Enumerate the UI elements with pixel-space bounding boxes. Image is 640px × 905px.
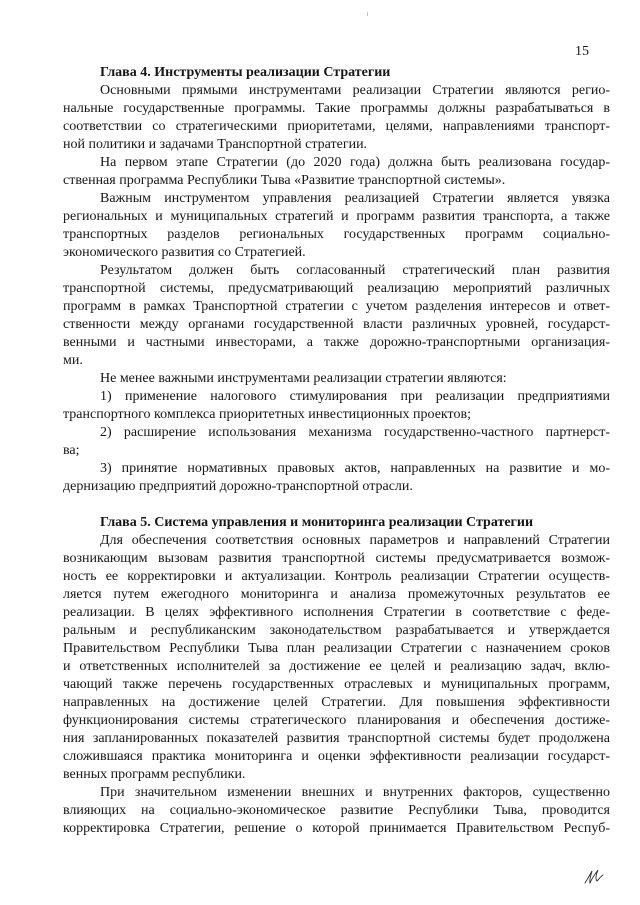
text-line: ляется путем ежегодного мониторинга и анализа промежуточных результатов ее: [63, 587, 610, 602]
text-line: реализации. В целях эффективного исполнения Стратегии в соответствие с феде-: [63, 605, 610, 620]
text-line: чающий также перечень государственных отраслевых и муниципальных программ,: [63, 677, 610, 692]
text-line: ми.: [63, 353, 83, 368]
handwritten-signature: [582, 866, 606, 886]
text-line: Результатом должен быть согласованный стратегический план развития: [100, 263, 610, 278]
scan-mark: [367, 12, 368, 16]
text-line: ния запланированных показателей развития транспортной системы будет продолжена: [63, 731, 610, 746]
text-line: соответствии со стратегическими приоритетами, целями, направлениями транспорт-: [63, 119, 610, 134]
text-line: 1) применение налогового стимулирования при реализации предприятиями: [100, 389, 610, 404]
text-line: 3) принятие нормативных правовых актов, направленных на развитие и мо-: [100, 461, 610, 476]
text-line: венных программ республики.: [63, 767, 246, 782]
text-line: При значительном изменении внешних и внутренних факторов, существенно: [100, 785, 610, 800]
text-line: Не менее важными инструментами реализации стратегии являются:: [100, 371, 507, 386]
text-line: 2) расширение использования механизма государственно-частного партнерст-: [100, 425, 610, 440]
text-line: ральным и республиканским законодательством разрабатывается и утверждается: [63, 623, 610, 638]
text-line: функционирования системы стратегического планирования и обеспечения достиже-: [63, 713, 610, 728]
text-line: нальные государственные программы. Такие программы должны разрабатываться в: [63, 101, 610, 116]
text-line: ва;: [63, 443, 80, 458]
text-line: программ в рамках Транспортной стратегии с учетом разделения интересов и ответ-: [63, 299, 610, 314]
text-line: и ответственных исполнителей за достижение ее целей и реализацию задач, вклю-: [63, 659, 610, 674]
text-line: ность ее корректировки и актуализации. Контроль реализации Стратегии осуществ-: [63, 569, 610, 584]
text-line: корректировка Стратегии, решение о которой принимается Правительством Респуб-: [63, 821, 610, 836]
text-line: ной политики и задачами Транспортной стратегии.: [63, 137, 368, 152]
text-line: венными и частными инвесторами, а также дорожно-транспортными организация-: [63, 335, 610, 350]
text-line: региональных и муниципальных стратегий и программ развития транспорта, а также: [63, 209, 610, 224]
text-line: транспортного комплекса приоритетных инвестиционных проектов;: [63, 407, 471, 422]
text-line: направленных на достижение целей Стратегии. Для повышения эффективности: [63, 695, 610, 710]
text-line: Важным инструментом управления реализацией Стратегии является увязка: [100, 191, 610, 206]
text-line: ственная программа Республики Тыва «Развитие транспортной системы».: [63, 173, 506, 188]
chapter-4-heading: Глава 4. Инструменты реализации Стратегии: [100, 65, 391, 80]
chapter-5-heading: Глава 5. Система управления и мониторинга реализации Стратегии: [100, 515, 534, 530]
text-line: сложившаяся практика мониторинга и оценки эффективности реализации государст-: [63, 749, 610, 764]
text-line: транспортной системы, предусматривающий реализацию мероприятий различных: [63, 281, 610, 296]
text-line: ственности между органами государственной власти различных уровней, государст-: [63, 317, 610, 332]
text-line: Для обеспечения соответствия основных параметров и направлений Стратегии: [100, 533, 610, 548]
text-line: транспортных разделов региональных государственных программ социально-: [63, 227, 610, 242]
text-line: дернизацию предприятий дорожно-транспортной отрасли.: [63, 479, 413, 494]
text-line: влияющих на социально-экономическое развитие Республики Тыва, проводится: [63, 803, 610, 818]
text-line: экономического развития со Стратегией.: [63, 245, 306, 260]
text-line: Основными прямыми инструментами реализации Стратегии являются регио-: [100, 83, 610, 98]
page-number: 15: [575, 44, 589, 59]
text-line: возникающим вызовам развития транспортной системы предусматривается возмож-: [63, 551, 610, 566]
text-line: Правительством Республики Тыва план реализации Стратегии с назначением сроков: [63, 641, 610, 656]
text-line: На первом этапе Стратегии (до 2020 года) должна быть реализована государ-: [100, 155, 610, 170]
